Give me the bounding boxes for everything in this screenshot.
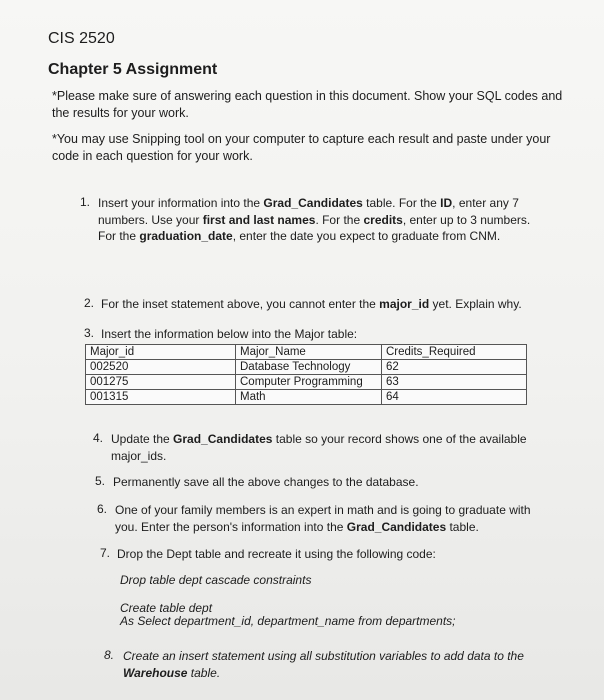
code-line-create: Create table dept bbox=[120, 601, 213, 615]
question-8-number: 8. bbox=[104, 648, 115, 662]
header-cell: Credits_Required bbox=[382, 345, 527, 360]
question-4-number: 4. bbox=[93, 431, 104, 445]
table-cell: Math bbox=[236, 390, 382, 405]
table-cell: 001275 bbox=[86, 375, 236, 390]
table-cell: 63 bbox=[382, 375, 527, 390]
question-2-text: For the inset statement above, you cannot enter the major_id yet. Explain why. bbox=[101, 297, 522, 311]
table-cell: 001315 bbox=[86, 390, 236, 405]
question-5-text: Permanently save all the above changes to the database. bbox=[113, 475, 419, 489]
question-7-number: 7. bbox=[100, 546, 111, 560]
major-table bbox=[85, 344, 527, 405]
table-row bbox=[86, 390, 527, 405]
course-code: CIS 2520 bbox=[48, 30, 115, 47]
table-cell: Database Technology bbox=[236, 360, 382, 375]
instruction-note-2: *You may use Snipping tool on your computer to capture each result and paste under your code in each question for your work. bbox=[52, 132, 551, 163]
question-5-number: 5. bbox=[95, 474, 106, 488]
question-7-text: Drop the Dept table and recreate it using the following code: bbox=[117, 547, 436, 561]
code-line-drop: Drop table dept cascade constraints bbox=[120, 573, 312, 587]
table-cell: 62 bbox=[382, 360, 527, 375]
header-cell: Major_Name bbox=[236, 345, 382, 360]
table-cell: 64 bbox=[382, 390, 527, 405]
question-4-text: Update the Grad_Candidates table so your record shows one of the available major_ids. bbox=[111, 432, 527, 463]
question-3-number: 3. bbox=[84, 326, 95, 340]
code-line-select: As Select department_id, department_name from departments; bbox=[120, 614, 456, 628]
header-cell: Major_id bbox=[86, 345, 236, 360]
question-1-number: 1. bbox=[80, 195, 91, 209]
table-cell: 002520 bbox=[86, 360, 236, 375]
assignment-title: Chapter 5 Assignment bbox=[48, 61, 218, 78]
question-8-text: Create an insert statement using all substitution variables to add data to the Warehouse table. bbox=[123, 649, 524, 680]
table-header-row bbox=[86, 345, 527, 360]
instruction-note-1: *Please make sure of answering each question in this document. Show your SQL codes and the results for your work. bbox=[52, 89, 563, 120]
question-1-text: Insert your information into the Grad_Candidates table. For the ID, enter any 7 numbers. Use your first and last names. For the credits, enter up to 3 numbers. For the graduation_date, enter the date you expect to graduate from CNM. bbox=[98, 196, 531, 243]
table-cell: Computer Programming bbox=[236, 375, 382, 390]
table-row bbox=[86, 360, 527, 375]
table-row bbox=[86, 375, 527, 390]
question-6-number: 6. bbox=[97, 502, 108, 516]
question-3-text: Insert the information below into the Major table: bbox=[101, 327, 358, 341]
question-6-text: One of your family members is an expert in math and is going to graduate with you. Enter the person's information into the Grad_Candidates table. bbox=[115, 503, 531, 534]
question-2-number: 2. bbox=[84, 296, 95, 310]
